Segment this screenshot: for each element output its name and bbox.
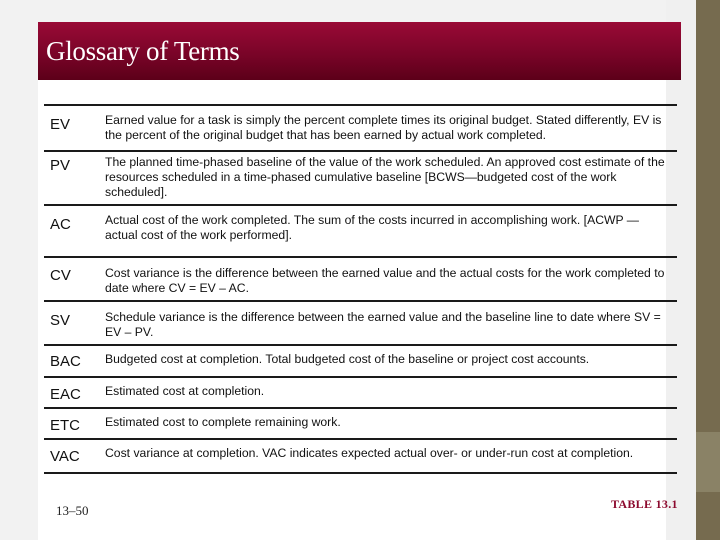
page-number: 13–50: [56, 503, 89, 518]
glossary-row-vac: [44, 438, 677, 474]
glossary-definition: Cost variance at completion. VAC indicates expected actual over- or under-run cost at completion.: [105, 446, 634, 460]
glossary-definition: Earned value for a task is simply the percent complete times its original budget. Stated differently, EV is the percent of the original budget that has been earned by actual work completed.: [105, 113, 662, 142]
glossary-term: PV: [50, 157, 71, 174]
glossary-term: SV: [50, 312, 71, 329]
glossary-row-ev: [44, 104, 677, 152]
glossary-definition: Estimated cost to complete remaining work.: [105, 415, 341, 429]
glossary-definition: Actual cost of the work completed. The sum of the costs incurred in accomplishing work. [ACWP —actual cost of the work performed].: [105, 213, 639, 242]
glossary-term: EV: [50, 116, 71, 133]
glossary-row-sv: [44, 300, 677, 346]
glossary-row-pv: [44, 150, 677, 206]
glossary-row-etc: [44, 407, 677, 440]
table-caption: TABLE 13.1: [611, 497, 678, 511]
top-band: [0, 0, 720, 22]
glossary-term: VAC: [50, 448, 80, 465]
right-band-accent: [696, 432, 720, 492]
glossary-term: EAC: [50, 386, 81, 403]
glossary-row-eac: [44, 376, 677, 409]
glossary-term: CV: [50, 267, 71, 284]
glossary-definition: Schedule variance is the difference between the earned value and the baseline line to date where SV = EV – PV.: [105, 310, 661, 339]
glossary-definition: Estimated cost at completion.: [105, 384, 265, 398]
glossary-term: BAC: [50, 353, 81, 370]
slide-title: Glossary of Terms: [46, 36, 240, 66]
glossary-row-bac: [44, 344, 677, 378]
glossary-term: ETC: [50, 417, 80, 434]
title-bar: [38, 22, 681, 80]
glossary-definition: The planned time-phased baseline of the value of the work scheduled. An approved cost estimate of the resources scheduled in a time-phased cumulative baseline [BCWS—budgeted cost of the work scheduled].: [105, 155, 665, 199]
glossary-row-cv: [44, 256, 677, 302]
glossary-definition: Budgeted cost at completion. Total budgeted cost of the baseline or project cost accounts.: [105, 352, 590, 366]
glossary-term: AC: [50, 216, 71, 233]
left-band: [0, 0, 38, 540]
glossary-definition: Cost variance is the difference between the earned value and the actual costs for the work completed to date where CV = EV – AC.: [105, 266, 665, 295]
glossary-row-ac: [44, 204, 677, 258]
